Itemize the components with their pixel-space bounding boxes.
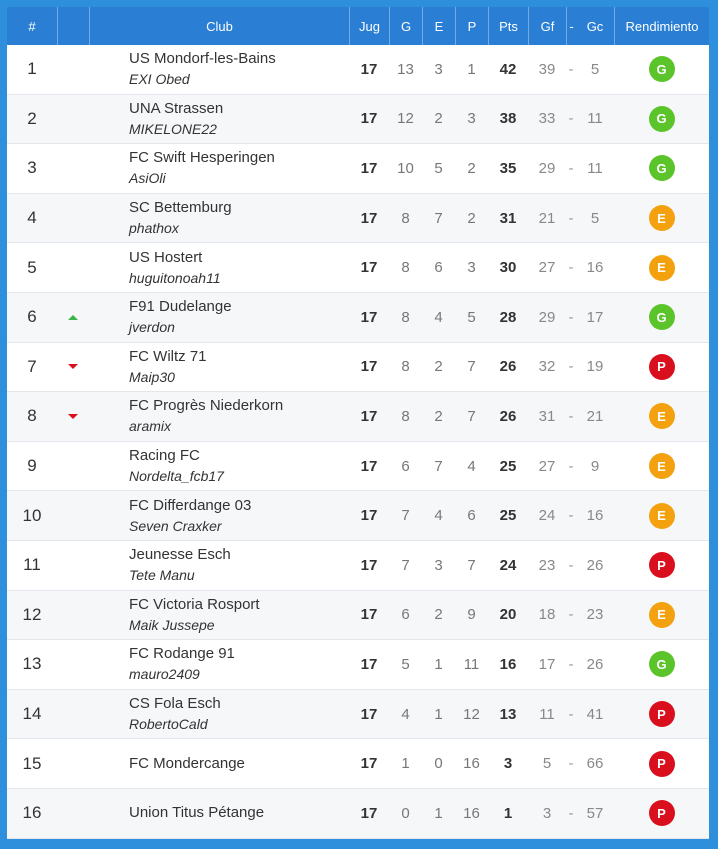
row-performance xyxy=(614,503,709,529)
header-won[interactable]: G xyxy=(389,7,422,45)
row-goals-for: 23 xyxy=(538,556,556,574)
row-drawn: 6 xyxy=(434,259,443,277)
row-lost: 7 xyxy=(467,358,476,376)
performance-badge: E xyxy=(649,453,675,479)
row-club[interactable] xyxy=(89,396,349,436)
row-points: 20 xyxy=(499,606,517,624)
header-drawn[interactable]: E xyxy=(422,7,455,45)
row-club[interactable] xyxy=(89,198,349,238)
row-goals-against: 21 xyxy=(586,407,604,425)
header-goals-against[interactable]: Gc xyxy=(586,18,604,34)
row-points: 25 xyxy=(499,457,517,475)
club-name[interactable]: SC Bettemburg xyxy=(129,199,232,217)
row-performance xyxy=(614,403,709,429)
performance-badge: P xyxy=(649,701,675,727)
table-row[interactable] xyxy=(7,541,709,591)
header-goals-for[interactable]: Gf xyxy=(528,7,566,45)
row-won: 6 xyxy=(401,457,410,475)
row-lost: 5 xyxy=(467,308,476,326)
row-points: 28 xyxy=(499,308,517,326)
row-dash: - xyxy=(568,804,574,822)
row-played: 17 xyxy=(360,159,378,177)
row-performance xyxy=(614,205,709,231)
row-played: 17 xyxy=(360,308,378,326)
row-goals-against: 26 xyxy=(586,655,604,673)
club-name[interactable]: FC Differdange 03 xyxy=(129,496,252,514)
performance-badge: P xyxy=(649,354,675,380)
row-position: 4 xyxy=(27,208,37,228)
club-name[interactable]: US Mondorf-les-Bains xyxy=(129,50,276,68)
row-dash: - xyxy=(568,159,574,177)
table-row[interactable] xyxy=(7,690,709,740)
table-row[interactable] xyxy=(7,789,709,839)
row-drawn: 5 xyxy=(434,159,443,177)
row-club[interactable] xyxy=(89,496,349,536)
row-points: 25 xyxy=(499,507,517,525)
row-performance xyxy=(614,106,709,132)
row-lost: 7 xyxy=(467,556,476,574)
table-row[interactable] xyxy=(7,194,709,244)
row-dash: - xyxy=(568,209,574,227)
row-lost: 6 xyxy=(467,507,476,525)
header-played[interactable]: Jug xyxy=(349,7,389,45)
row-lost: 3 xyxy=(467,110,476,128)
row-goals-for: 32 xyxy=(538,358,556,376)
row-won: 5 xyxy=(401,655,410,673)
performance-badge: G xyxy=(649,106,675,132)
row-played: 17 xyxy=(360,60,378,78)
row-goals-against: 16 xyxy=(586,507,604,525)
row-goals-for: 39 xyxy=(538,60,556,78)
trend-down-icon xyxy=(68,364,78,369)
row-lost: 2 xyxy=(467,209,476,227)
row-won: 8 xyxy=(401,259,410,277)
row-club[interactable] xyxy=(89,754,349,774)
row-position: 13 xyxy=(22,654,42,674)
row-performance xyxy=(614,602,709,628)
club-name[interactable]: F91 Dudelange xyxy=(129,298,232,316)
row-drawn: 1 xyxy=(434,705,443,723)
row-goals-against: 11 xyxy=(587,110,603,128)
club-manager[interactable]: jverdon xyxy=(129,319,175,336)
row-goals-against: 5 xyxy=(590,60,600,78)
club-name[interactable]: FC Progrès Niederkorn xyxy=(129,397,284,415)
row-position: 8 xyxy=(27,406,37,426)
row-club[interactable] xyxy=(89,99,349,139)
club-manager[interactable]: RobertoCald xyxy=(129,716,208,733)
row-dash: - xyxy=(568,259,574,277)
row-goals-against: 26 xyxy=(586,556,604,574)
performance-badge: G xyxy=(649,651,675,677)
table-row[interactable] xyxy=(7,95,709,145)
row-won: 4 xyxy=(401,705,410,723)
row-points: 26 xyxy=(499,358,517,376)
header-lost[interactable]: P xyxy=(455,7,488,45)
performance-badge: E xyxy=(649,503,675,529)
row-points: 24 xyxy=(499,556,517,574)
row-dash: - xyxy=(568,110,574,128)
row-drawn: 4 xyxy=(434,308,443,326)
performance-badge: E xyxy=(649,403,675,429)
performance-badge: P xyxy=(649,800,675,826)
performance-badge: P xyxy=(649,552,675,578)
row-points: 35 xyxy=(499,159,517,177)
table-row[interactable] xyxy=(7,591,709,641)
row-performance xyxy=(614,354,709,380)
table-row[interactable] xyxy=(7,144,709,194)
performance-badge: P xyxy=(649,751,675,777)
table-row[interactable] xyxy=(7,640,709,690)
row-drawn: 1 xyxy=(434,655,443,673)
row-lost: 3 xyxy=(467,259,476,277)
row-played: 17 xyxy=(360,507,378,525)
row-performance xyxy=(614,701,709,727)
row-club[interactable] xyxy=(89,595,349,635)
club-manager[interactable]: mauro2409 xyxy=(129,666,200,683)
row-dash: - xyxy=(568,606,574,624)
row-trend xyxy=(57,315,89,320)
row-performance xyxy=(614,155,709,181)
row-goals-for: 17 xyxy=(538,655,556,673)
row-won: 8 xyxy=(401,308,410,326)
row-dash: - xyxy=(568,655,574,673)
row-position: 15 xyxy=(22,753,42,773)
row-points: 3 xyxy=(503,755,513,773)
club-manager[interactable]: phathox xyxy=(129,220,179,237)
row-points: 1 xyxy=(503,804,513,822)
table-row[interactable] xyxy=(7,491,709,541)
row-performance xyxy=(614,800,709,826)
header-club-label: Club xyxy=(206,18,233,34)
row-lost: 1 xyxy=(467,60,476,78)
row-lost: 11 xyxy=(463,655,480,673)
row-performance xyxy=(614,304,709,330)
row-performance xyxy=(614,453,709,479)
header-club[interactable] xyxy=(89,7,349,45)
row-played: 17 xyxy=(360,358,378,376)
club-name[interactable]: FC Swift Hesperingen xyxy=(129,149,275,167)
row-performance xyxy=(614,751,709,777)
row-drawn: 7 xyxy=(434,457,443,475)
club-name[interactable]: FC Wiltz 71 xyxy=(129,347,207,365)
row-goals-against: 23 xyxy=(586,606,604,624)
row-goals-against: 11 xyxy=(587,159,603,177)
table-row[interactable] xyxy=(7,343,709,393)
club-manager[interactable]: Maik Jussepe xyxy=(129,616,215,633)
row-goals-against: 57 xyxy=(586,804,604,822)
performance-badge: G xyxy=(649,56,675,82)
row-goals-for: 11 xyxy=(539,705,555,723)
club-manager[interactable]: AsiOli xyxy=(129,170,166,187)
row-goals-for: 27 xyxy=(538,457,556,475)
club-manager[interactable]: Maip30 xyxy=(129,368,175,385)
row-dash: - xyxy=(568,507,574,525)
row-club[interactable] xyxy=(89,347,349,387)
row-won: 12 xyxy=(397,110,414,128)
club-name[interactable]: Jeunesse Esch xyxy=(129,546,231,564)
row-won: 8 xyxy=(401,209,410,227)
row-played: 17 xyxy=(360,407,378,425)
header-dash: - xyxy=(566,7,576,45)
row-trend xyxy=(57,414,89,419)
row-played: 17 xyxy=(360,556,378,574)
row-played: 17 xyxy=(360,457,378,475)
row-dash: - xyxy=(568,358,574,376)
row-won: 8 xyxy=(401,358,410,376)
club-manager[interactable]: Seven Craxker xyxy=(129,517,222,534)
row-club[interactable] xyxy=(89,803,349,823)
row-played: 17 xyxy=(360,606,378,624)
club-name[interactable]: US Hostert xyxy=(129,248,203,266)
row-played: 17 xyxy=(360,209,378,227)
row-dash: - xyxy=(568,556,574,574)
standings-table xyxy=(7,7,709,839)
row-club[interactable] xyxy=(89,248,349,288)
row-won: 8 xyxy=(401,407,410,425)
row-goals-for: 18 xyxy=(538,606,556,624)
row-points: 26 xyxy=(499,407,517,425)
row-played: 17 xyxy=(360,110,378,128)
club-name[interactable]: UNA Strassen xyxy=(129,99,224,117)
row-club[interactable] xyxy=(89,49,349,89)
row-points: 31 xyxy=(499,209,517,227)
row-points: 38 xyxy=(499,110,517,128)
table-header xyxy=(7,7,709,45)
club-manager[interactable]: huguitonoah11 xyxy=(129,269,221,286)
row-won: 10 xyxy=(397,159,414,177)
row-goals-for: 3 xyxy=(542,804,552,822)
row-goals-against: 19 xyxy=(586,358,604,376)
row-position: 12 xyxy=(22,604,42,624)
club-name[interactable]: CS Fola Esch xyxy=(129,695,221,713)
header-performance[interactable]: Rendimiento xyxy=(614,7,709,45)
row-performance xyxy=(614,56,709,82)
row-dash: - xyxy=(568,60,574,78)
table-row[interactable] xyxy=(7,392,709,442)
row-won: 13 xyxy=(397,60,414,78)
row-position: 2 xyxy=(27,108,37,128)
row-goals-for: 31 xyxy=(538,407,556,425)
row-played: 17 xyxy=(360,655,378,673)
club-name[interactable]: FC Victoria Rosport xyxy=(129,595,260,613)
row-goals-against: 5 xyxy=(590,209,600,227)
row-position: 14 xyxy=(22,704,42,724)
performance-badge: E xyxy=(649,255,675,281)
row-won: 1 xyxy=(401,755,410,773)
row-dash: - xyxy=(568,308,574,326)
row-club[interactable] xyxy=(89,545,349,585)
row-points: 16 xyxy=(499,655,517,673)
row-goals-against: 66 xyxy=(586,755,604,773)
table-row[interactable] xyxy=(7,739,709,789)
row-won: 0 xyxy=(401,804,410,822)
table-row[interactable] xyxy=(7,442,709,492)
row-drawn: 3 xyxy=(434,556,443,574)
row-club[interactable] xyxy=(89,148,349,188)
club-name[interactable]: Union Titus Pétange xyxy=(129,804,265,822)
row-won: 6 xyxy=(401,606,410,624)
row-played: 17 xyxy=(360,804,378,822)
row-played: 17 xyxy=(360,755,378,773)
row-goals-against: 17 xyxy=(586,308,604,326)
row-goals-against: 16 xyxy=(586,259,604,277)
row-trend xyxy=(57,364,89,369)
club-manager[interactable]: EXI Obed xyxy=(129,71,190,88)
row-played: 17 xyxy=(360,705,378,723)
row-lost: 12 xyxy=(463,705,480,723)
row-position: 10 xyxy=(22,505,42,525)
row-drawn: 2 xyxy=(434,358,443,376)
club-manager[interactable]: Tete Manu xyxy=(129,567,195,584)
row-performance xyxy=(614,255,709,281)
table-row[interactable] xyxy=(7,45,709,95)
table-body xyxy=(7,45,709,839)
row-position: 11 xyxy=(23,555,41,575)
row-drawn: 1 xyxy=(434,804,443,822)
performance-badge: E xyxy=(649,602,675,628)
club-manager[interactable]: aramix xyxy=(129,418,172,435)
row-goals-against: 41 xyxy=(586,705,604,723)
row-goals-for: 5 xyxy=(542,755,552,773)
row-lost: 7 xyxy=(467,407,476,425)
row-won: 7 xyxy=(401,556,410,574)
row-played: 17 xyxy=(360,259,378,277)
row-goals-for: 29 xyxy=(538,308,556,326)
row-points: 42 xyxy=(499,60,517,78)
row-club[interactable] xyxy=(89,644,349,684)
row-lost: 9 xyxy=(467,606,476,624)
row-won: 7 xyxy=(401,507,410,525)
row-dash: - xyxy=(568,457,574,475)
row-performance xyxy=(614,552,709,578)
row-drawn: 3 xyxy=(434,60,443,78)
row-dash: - xyxy=(568,705,574,723)
header-position[interactable]: # xyxy=(28,18,36,34)
club-name[interactable]: FC Rodange 91 xyxy=(129,645,235,663)
row-goals-for: 21 xyxy=(538,209,556,227)
row-goals-for: 33 xyxy=(538,110,556,128)
club-name[interactable]: Racing FC xyxy=(129,447,200,465)
row-dash: - xyxy=(568,755,574,773)
club-manager[interactable]: MIKELONE22 xyxy=(129,120,217,137)
row-position: 3 xyxy=(27,158,37,178)
row-lost: 2 xyxy=(467,159,476,177)
row-goals-for: 27 xyxy=(538,259,556,277)
row-goals-for: 24 xyxy=(538,507,556,525)
row-lost: 16 xyxy=(463,755,480,773)
row-position: 9 xyxy=(27,456,37,476)
row-dash: - xyxy=(568,407,574,425)
row-position: 7 xyxy=(27,356,37,376)
performance-badge: G xyxy=(649,155,675,181)
row-points: 13 xyxy=(499,705,517,723)
row-lost: 16 xyxy=(463,804,480,822)
header-trend xyxy=(57,7,89,45)
row-club[interactable] xyxy=(89,297,349,337)
row-goals-against: 9 xyxy=(590,457,600,475)
performance-badge: G xyxy=(649,304,675,330)
trend-up-icon xyxy=(68,315,78,320)
row-position: 5 xyxy=(27,257,37,277)
row-club[interactable] xyxy=(89,694,349,734)
trend-down-icon xyxy=(68,414,78,419)
row-drawn: 2 xyxy=(434,407,443,425)
club-manager[interactable]: Nordelta_fcb17 xyxy=(129,468,224,485)
row-drawn: 2 xyxy=(434,110,443,128)
row-lost: 4 xyxy=(467,457,476,475)
row-drawn: 2 xyxy=(434,606,443,624)
row-goals-for: 29 xyxy=(538,159,556,177)
row-drawn: 0 xyxy=(434,755,443,773)
table-row[interactable] xyxy=(7,293,709,343)
table-row[interactable] xyxy=(7,243,709,293)
row-club[interactable] xyxy=(89,446,349,486)
row-position: 16 xyxy=(22,803,42,823)
performance-badge: E xyxy=(649,205,675,231)
row-position: 1 xyxy=(27,59,37,79)
row-drawn: 4 xyxy=(434,507,443,525)
row-performance xyxy=(614,651,709,677)
row-drawn: 7 xyxy=(434,209,443,227)
row-position: 6 xyxy=(27,307,37,327)
header-points[interactable]: Pts xyxy=(488,7,528,45)
club-name[interactable]: FC Mondercange xyxy=(129,754,245,772)
row-points: 30 xyxy=(499,259,517,277)
